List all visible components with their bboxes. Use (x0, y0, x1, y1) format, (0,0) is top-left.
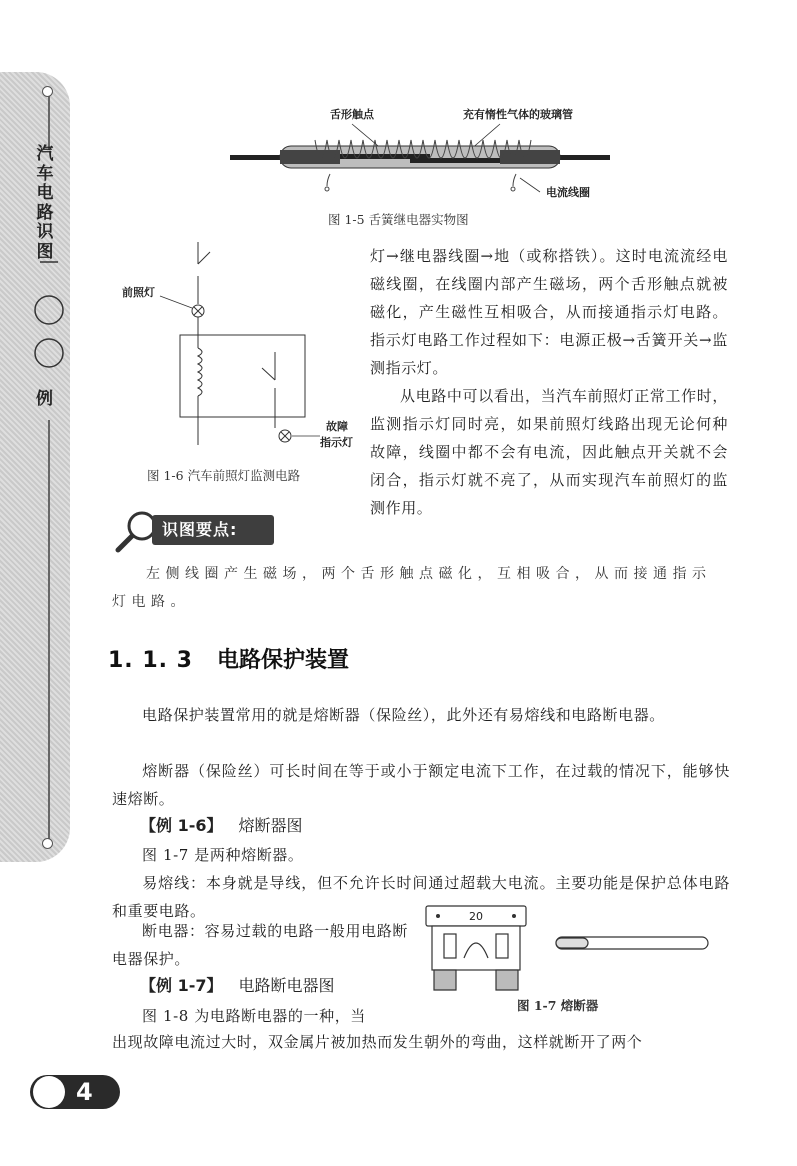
example-1-6-number: 【例 1-6】 (140, 816, 223, 835)
book-number-100 (34, 258, 64, 378)
body-paragraph-6a-text: 图 1-8 为电路断电器的一种，当 (142, 1007, 366, 1025)
label-current-coil: 电流线圈 (546, 186, 590, 199)
example-1-6-heading (140, 813, 303, 836)
figure-1-6-caption: 图 1-6 汽车前照灯监测电路 (147, 468, 301, 483)
example-1-6-title: 熔断器图 (238, 816, 303, 835)
book-title-vertical: 汽车电路识图 (36, 144, 54, 262)
side-tab-dot-top (42, 86, 53, 97)
body-paragraph-5-text: 断电器：容易过载的电路一般用电路断电器保护。 (112, 922, 408, 968)
figure-1-7-caption: 图 1-7 熔断器 (517, 998, 599, 1013)
figure-headlamp-circuit (120, 240, 365, 460)
right-column-paragraph-2-text: 从电路中可以看出，当汽车前照灯正常工作时，监测指示灯同时亮，如果前照灯线路出现无论何种故障，线圈中都不会有电流，因此触点开关就不会闭合，指示灯就不亮了，从而实现汽车前照灯的监测作用。 (370, 387, 728, 517)
label-headlamp: 前照灯 (122, 286, 155, 299)
side-tab-line-lower (48, 420, 50, 840)
book-title-suffix: 例 (36, 389, 53, 409)
body-paragraph-2-text: 熔断器（保险丝）可长时间在等于或小于额定电流下工作，在过载的情况下，能够快速熔断。 (112, 762, 730, 808)
figure-fuses (420, 900, 720, 995)
figure-reed-relay (220, 100, 620, 210)
example-1-7-heading (140, 973, 335, 996)
key-points-text: 左侧线圈产生磁场，两个舌形触点磁化，互相吸合，从而接通指示灯电路。 (112, 566, 712, 610)
body-paragraph-3 (112, 841, 730, 869)
fusible-link (556, 937, 708, 949)
example-1-7-number: 【例 1-7】 (140, 976, 223, 995)
right-column-paragraph-1: 灯→继电器线圈→地（或称搭铁）。这时电流流经电磁线圈，在线圈内部产生磁场，两个舌形触点就被磁化，产生磁性互相吸合，从而接通指示灯电路。指示灯电路工作过程如下：电源正极→舌簧开关→监测指示灯。 (370, 247, 728, 377)
page-number-circle (33, 1076, 65, 1108)
label-glass-tube: 充有惰性气体的玻璃管 (463, 108, 573, 121)
body-paragraph-1-text: 电路保护装置常用的就是熔断器（保险丝），此外还有易熔线和电路断电器。 (142, 706, 665, 724)
key-points-label: 识图要点: (152, 515, 274, 545)
section-number: 1. 1. 3 (108, 648, 193, 673)
fuse-rating: 20 (469, 910, 483, 923)
body-paragraph-3-text: 图 1-7 是两种熔断器。 (142, 846, 304, 864)
right-column-paragraph-2 (370, 382, 728, 522)
page-number: 4 (76, 1078, 93, 1106)
label-fault-2: 指示灯 (320, 436, 353, 449)
side-tab-dot-bottom (42, 838, 53, 849)
figure-1-5-caption: 图 1-5 舌簧继电器实物图 (328, 212, 469, 227)
body-paragraph-1 (112, 701, 730, 729)
example-1-7-title: 电路断电器图 (238, 976, 335, 995)
side-tab-line (48, 95, 50, 150)
section-heading (108, 643, 349, 674)
section-title: 电路保护装置 (216, 647, 349, 673)
body-paragraph-6a (112, 1002, 408, 1030)
body-paragraph-6b: 出现故障电流过大时，双金属片被加热而发生朝外的弯曲，这样就断开了两个 (112, 1033, 643, 1051)
body-paragraph-2 (112, 757, 730, 813)
label-reed-contacts: 舌形触点 (330, 108, 374, 121)
label-fault-1: 故障 (326, 420, 348, 433)
body-paragraph-4-text: 易熔线：本身就是导线，但不允许长时间通过超载大电流。主要功能是保护总体电路和重要电路。 (112, 874, 730, 920)
body-paragraph-5 (112, 917, 408, 973)
